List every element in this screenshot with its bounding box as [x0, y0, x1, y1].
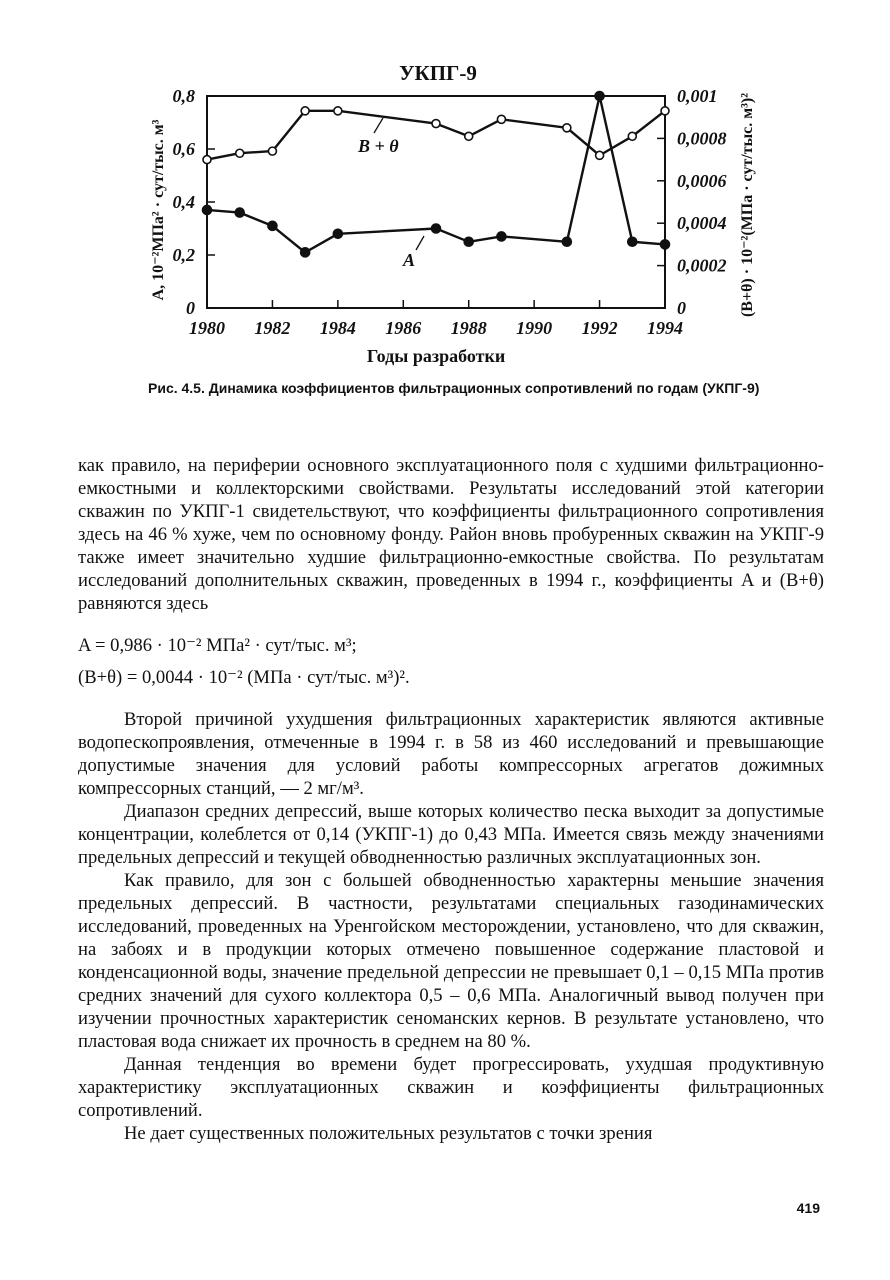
- paragraph-4: Как правило, для зон с большей обводненностью характерны меньшие значения предельных депрессий. В частности, результатами специальных газодинамических исследований, проведенных на Уренгойском месторождении, установлено, что для скважин, на забоях и в продукции которых отмечено повышенное содержание пластовой и конденсационной воды, значение предельной депрессии не превышает 0,1 – 0,15 МПа против средних значений для сухого коллектора 0,5 – 0,6 МПа. Аналогичный вывод получен при изучении прочностных характеристик сеноманских кернов. В результате установлено, что пластовая вода снижает их прочность в среднем на 80 %.: [78, 870, 824, 1052]
- formula-b-theta: (B+θ) = 0,0044 · 10⁻² (МПа · сут/тыс. м³)².: [78, 667, 410, 688]
- point-a: [235, 208, 244, 217]
- paragraph-6: Не дает существенных положительных результатов с точки зрения: [124, 1123, 653, 1144]
- point-a: [628, 237, 637, 246]
- label-b-leader: [374, 118, 383, 133]
- y-right-tick-label: 0,0006: [677, 170, 727, 191]
- x-tick-label: 1990: [516, 318, 553, 338]
- y-right-tick-label: 0,0002: [677, 255, 727, 276]
- y-left-tick-label: 0: [186, 298, 195, 318]
- point-b-theta: [596, 151, 604, 159]
- y-left-tick-label: 0,6: [172, 139, 195, 159]
- x-tick-label: 1982: [254, 318, 291, 338]
- point-a: [497, 232, 506, 241]
- x-tick-label: 1988: [450, 318, 487, 338]
- point-a: [464, 237, 473, 246]
- series-label-a: A: [403, 250, 416, 270]
- y-right-axis-ticks: [657, 86, 727, 318]
- paragraph-5: Данная тенденция во времени будет прогрессировать, ухудшая продуктивную характеристику эксплуатационных скважин и коэффициенты фильтрационных сопротивлений.: [78, 1054, 824, 1121]
- x-tick-label: 1986: [385, 318, 422, 338]
- point-b-theta: [628, 132, 636, 140]
- point-b-theta: [301, 107, 309, 115]
- y-right-tick-label: 0: [677, 298, 686, 318]
- x-tick-label: 1984: [319, 318, 356, 338]
- point-a: [333, 229, 342, 238]
- chart-title: УКПГ-9: [399, 61, 477, 85]
- label-a-leader: [416, 236, 424, 250]
- point-b-theta: [203, 156, 211, 164]
- x-axis-ticks: [189, 300, 683, 338]
- point-a: [203, 205, 212, 214]
- point-b-theta: [661, 107, 669, 115]
- paragraph-3: Диапазон средних депрессий, выше которых количество песка выходит за допустимые концентрации, колеблется от 0,14 (УКПГ-1) до 0,43 МПа. Имеется связь между значениями предельных депрессий и текущей обводненностью различных эксплуатационных зон.: [78, 801, 824, 868]
- y-left-axis-ticks: [173, 86, 216, 318]
- point-a: [432, 224, 441, 233]
- x-tick-label: 1994: [647, 318, 683, 338]
- y-left-tick-label: 0,2: [172, 245, 195, 265]
- body-text-top: [78, 454, 824, 615]
- point-a: [301, 248, 310, 257]
- point-b-theta: [334, 107, 342, 115]
- point-b-theta: [432, 120, 440, 128]
- formula-a: A = 0,986 · 10⁻² МПа² · сут/тыс. м³;: [78, 635, 357, 656]
- point-b-theta: [236, 149, 244, 157]
- figure-caption: Рис. 4.5. Динамика коэффициентов фильтрационных сопротивлений по годам (УКПГ-9): [148, 380, 760, 396]
- x-tick-label: 1992: [581, 318, 618, 338]
- y-right-tick-label: 0,001: [677, 86, 718, 106]
- y-right-tick-label: 0,0008: [677, 128, 727, 149]
- paragraph-1: как правило, на периферии основного эксплуатационного поля с худшими фильтрационно-емкостными и коллекторскими свойствами. Результаты исследований этой категории скважин по УКПГ-1 свидетельствуют, что коэффициенты фильтрационного сопротивления здесь на 46 % хуже, чем по основному фонду. Район вновь пробуренных скважин на УКПГ-9 также имеет значительно худшие фильтрационно-емкостные свойства. По результатам исследований дополнительных скважин, проведенных в 1994 г., коэффициенты A и (B+θ) равняются здесь: [78, 455, 824, 614]
- point-a: [595, 92, 604, 101]
- x-axis-title: Годы разработки: [366, 346, 506, 366]
- y-left-axis-title: A, 10⁻²МПа² · сут/тыс. м³: [150, 119, 167, 301]
- page-number: 419: [796, 1200, 820, 1216]
- y-right-tick-label: 0,0004: [677, 213, 727, 234]
- point-b-theta: [497, 115, 505, 123]
- y-right-axis-title: (B+θ) · 10⁻²(МПа · сут/тыс. м³)²: [739, 92, 756, 318]
- x-tick-label: 1980: [189, 318, 225, 338]
- point-a: [661, 240, 670, 249]
- point-a: [562, 237, 571, 246]
- y-left-tick-label: 0,4: [172, 192, 195, 212]
- paragraph-2: Второй причиной ухудшения фильтрационных характеристик являются активные водопескопроявления, отмеченные в 1994 г. в 58 из 460 исследований и превышающие допустимые значения для условий работы компрессорных агрегатов дожимных компрессорных станций, — 2 мг/м³.: [78, 709, 824, 799]
- point-b-theta: [465, 132, 473, 140]
- point-b-theta: [268, 147, 276, 155]
- series-points: [203, 92, 670, 257]
- chart-figure: [0, 0, 890, 440]
- body-text-bottom: [78, 708, 824, 1145]
- point-a: [268, 221, 277, 230]
- series-label-b: B + θ: [358, 136, 399, 156]
- point-b-theta: [563, 124, 571, 132]
- y-left-tick-label: 0,8: [172, 86, 195, 106]
